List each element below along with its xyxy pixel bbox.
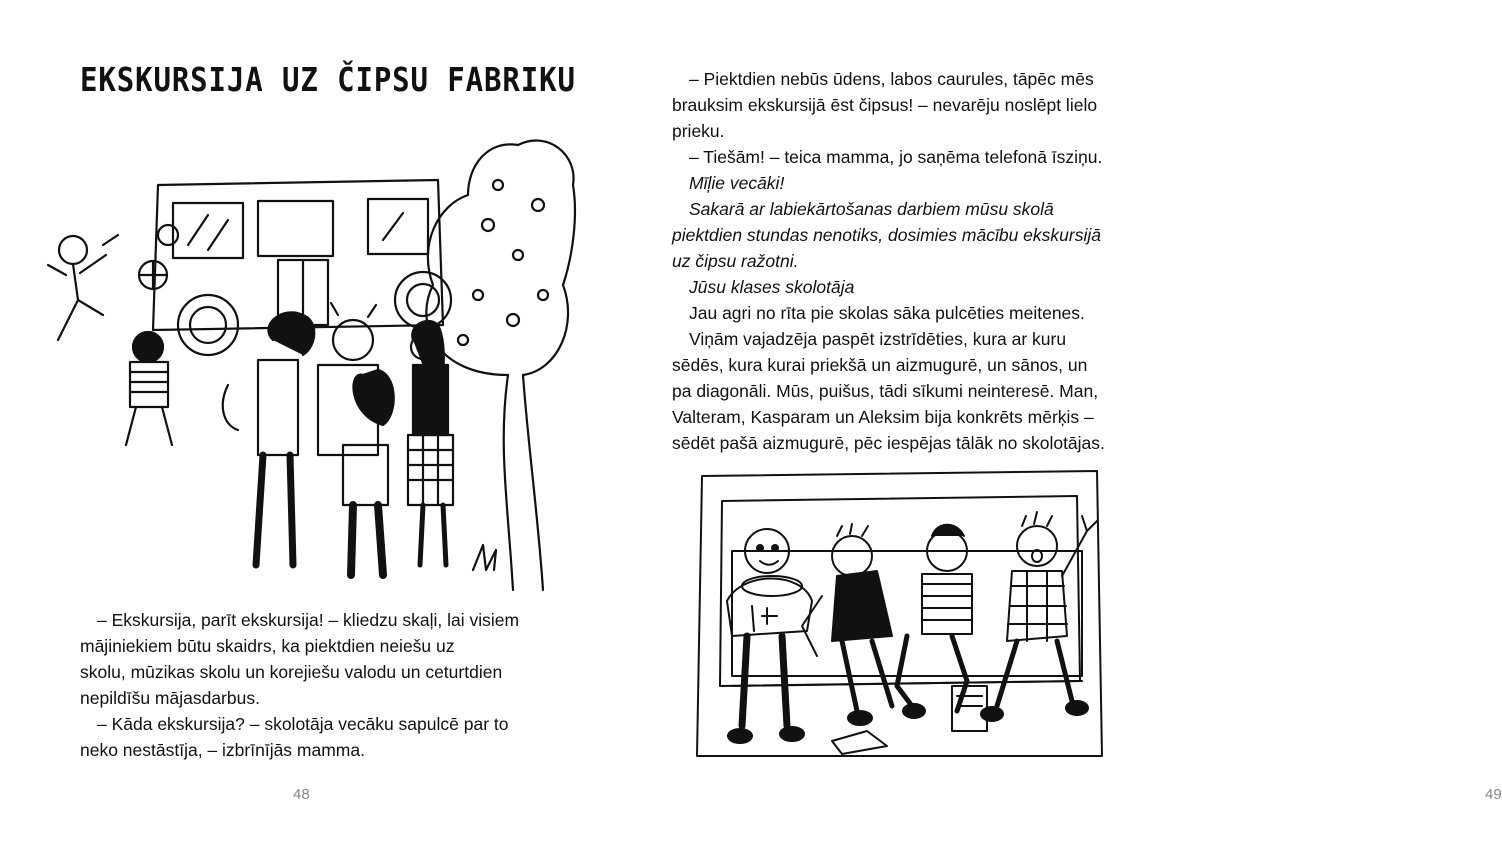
text-line: skolu, mūzikas skolu un korejiešu valodu un ceturtdien [80, 662, 503, 682]
sms-text: Sakarā ar labiekārtošanas darbiem mūsu skolā [689, 199, 1054, 219]
text-line: brauksim ekskursijā ēst čipsus! – nevarēju noslēpt lielo [672, 95, 1098, 115]
bus-seat-boys-illustration [692, 456, 1114, 766]
text-line: sēdēt pašā aizmugurē, pēc iespējas tālāk no skolotājas. [672, 433, 1105, 453]
text-line: mājiniekiem būtu skaidrs, ka piektdien neiešu uz [80, 636, 455, 656]
sms-greeting: Mīļie vecāki! [689, 173, 785, 193]
page-number: 49 [1485, 786, 1502, 803]
bus-schoolyard-illustration [18, 125, 578, 590]
sms-text: uz čipsu ražotni. [672, 251, 799, 271]
left-page-text [80, 607, 550, 763]
text-line: nepildīšu mājasdarbus. [80, 688, 260, 708]
text-line: pa diagonāli. Mūs, puišus, tādi sīkumi neinteresē. Man, [672, 381, 1099, 401]
chapter-title: EKSKURSIJA UZ ČIPSU FABRIKU [80, 60, 576, 99]
text-line: – Piektdien nebūs ūdens, labos caurules, tāpēc mēs [689, 69, 1094, 89]
text-line: Viņām vajadzēja paspēt izstrīdēties, kura ar kuru [689, 329, 1067, 349]
text-line: prieku. [672, 121, 725, 141]
text-line: neko nestāstīja, – izbrīnījās mamma. [80, 740, 365, 760]
sms-signature: Jūsu klases skolotāja [689, 277, 855, 297]
sms-text: piektdien stundas nenotiks, dosimies mācību ekskursijā [672, 225, 1101, 245]
text-line: Jau agri no rīta pie skolas sāka pulcēties meitenes. [689, 303, 1085, 323]
right-page-text [672, 66, 1152, 456]
page-number: 48 [293, 786, 310, 803]
text-line: sēdēs, kura kurai priekšā un aizmugurē, un sānos, un [672, 355, 1088, 375]
text-line: Valteram, Kasparam un Aleksim bija konkrēts mērķis – [672, 407, 1094, 427]
text-line: – Kāda ekskursija? – skolotāja vecāku sapulcē par to [97, 714, 509, 734]
text-line: – Tiešām! – teica mamma, jo saņēma telefonā īsziņu. [689, 147, 1103, 167]
left-page [0, 0, 600, 851]
text-line: – Ekskursija, parīt ekskursija! – kliedzu skaļi, lai visiem [97, 610, 520, 630]
